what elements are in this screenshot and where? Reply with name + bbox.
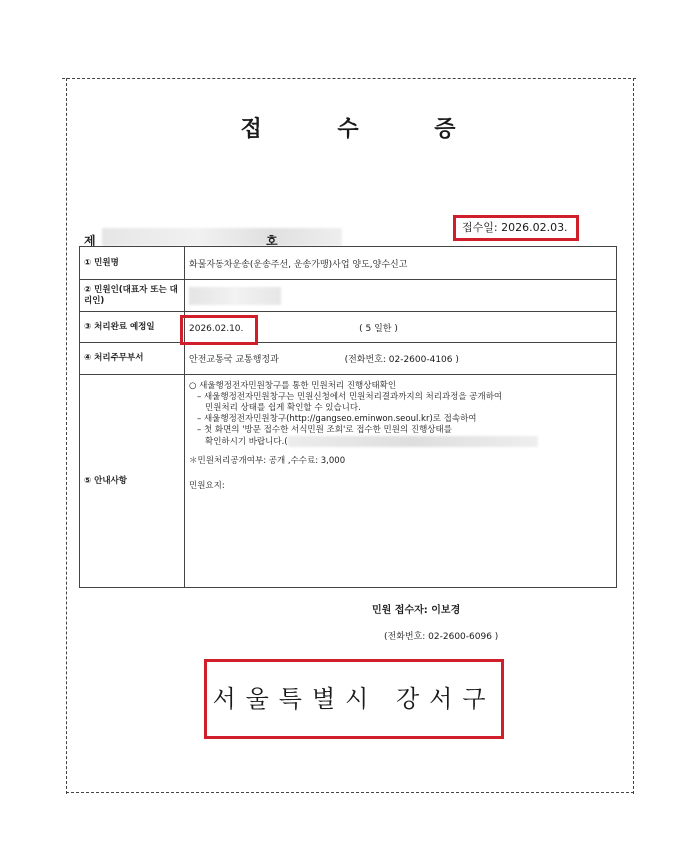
guide-line: – 새울행정전자민원창구는 민원신청에서 민원처리결과까지의 처리과정을 공개하여 bbox=[197, 392, 503, 402]
receipt-table bbox=[79, 246, 617, 588]
department-cell bbox=[185, 343, 617, 375]
redacted-applicant bbox=[189, 287, 281, 305]
row-label: ② 민원인(대표자 또는 대리인) bbox=[80, 280, 185, 312]
row-label: ③ 처리완료 예정일 bbox=[80, 312, 185, 343]
row-label: ① 민원명 bbox=[80, 247, 185, 280]
receiver-phone: (전화번호: 02-2600-6096 ) bbox=[384, 632, 499, 642]
document-frame-top bbox=[62, 78, 636, 79]
row-label: ⑤ 안내사항 bbox=[80, 375, 185, 588]
summary-label: 민원요지: bbox=[189, 481, 225, 491]
table-row bbox=[80, 375, 617, 588]
applicant-cell bbox=[185, 280, 617, 312]
department: 안전교통국 교통행정과 bbox=[189, 355, 279, 365]
document-title: 접 수 증 bbox=[240, 117, 490, 142]
document-frame-left bbox=[66, 78, 67, 794]
guide-line: – 첫 화면의 '방문 접수한 서식민원 조회'로 접수한 민원의 진행상태를 bbox=[197, 425, 452, 435]
row-label: ④ 처리주무부서 bbox=[80, 343, 185, 375]
due-days: ( 5 일한 ) bbox=[359, 323, 398, 334]
guide-heading: ○ 새울행정전자민원창구를 통한 민원처리 진행상태확인 bbox=[189, 381, 397, 391]
table-row bbox=[80, 247, 617, 280]
redacted-guide-text bbox=[288, 436, 538, 447]
guide-line: 확인하시기 바랍니다.( bbox=[205, 437, 288, 447]
department-phone: (전화번호: 02-2600-4106 ) bbox=[344, 355, 459, 365]
guide-line: 민원처리 상태를 쉽게 확인할 수 있습니다. bbox=[205, 403, 361, 413]
fee-info: ＊민원처리공개여부: 공개 ,수수료: 3,000 bbox=[189, 456, 346, 466]
number-prefix: 제 bbox=[84, 234, 96, 248]
number-suffix: 호 bbox=[266, 234, 278, 248]
receiver-label: 민원 접수자: bbox=[372, 605, 428, 616]
table-row bbox=[80, 312, 617, 343]
table-row bbox=[80, 280, 617, 312]
guide-line-wrap bbox=[189, 436, 612, 448]
document-frame-bottom bbox=[66, 792, 634, 793]
due-date-highlight bbox=[180, 315, 258, 345]
issuer-name: 서울특별시 강서구 bbox=[204, 659, 504, 739]
guide-line: – 새울행정전자민원창구(http://gangseo.eminwon.seoul.kr)로 접속하여 bbox=[197, 414, 477, 424]
receiver-name: 이보경 bbox=[431, 605, 461, 616]
document-frame-right bbox=[633, 78, 634, 794]
table-row bbox=[80, 343, 617, 375]
receiver-line bbox=[372, 601, 460, 616]
due-date: 2026.02.10. bbox=[189, 323, 244, 334]
complaint-name: 화물자동차운송(운송주선, 운송가맹)사업 양도,양수신고 bbox=[185, 247, 617, 280]
redacted-number bbox=[102, 228, 342, 246]
guide-content bbox=[185, 375, 617, 588]
receipt-date: 접수일: 2026.02.03. bbox=[453, 215, 579, 241]
